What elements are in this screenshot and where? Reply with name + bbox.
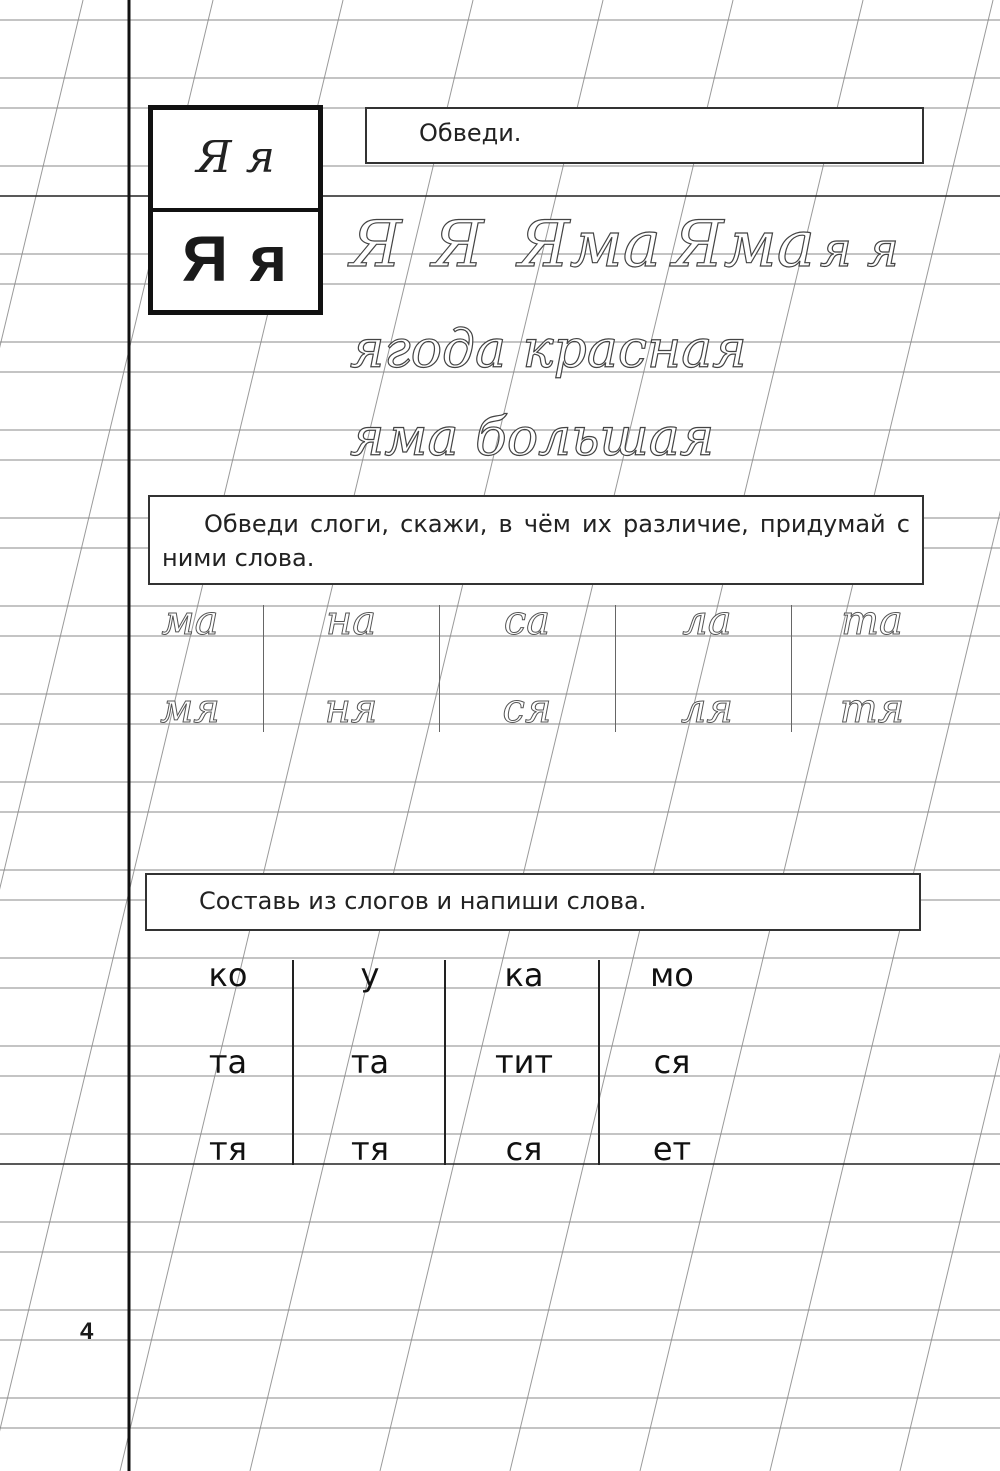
trace-phrase-1: ягода красная [350, 320, 747, 380]
task1-instruction-box [365, 107, 924, 164]
syllable-divider-1 [263, 605, 264, 732]
grid-cell: тя [209, 1130, 247, 1168]
grid-cell: ет [652, 1130, 692, 1168]
syllable-lya: ля [681, 686, 733, 732]
grid-cell: ко [208, 956, 248, 994]
task1-instruction: Обведи. [419, 119, 522, 147]
grid-cell: ся [505, 1130, 543, 1168]
page-number: 4 [80, 1318, 94, 1345]
syllable-mya: мя [160, 686, 220, 732]
grid-cell: ка [504, 956, 544, 994]
task3-instruction: Составь из слогов и напиши слова. [199, 887, 647, 915]
syllable-ta: та [841, 598, 903, 644]
grid-cell: та [208, 1043, 248, 1081]
trace-word-1: Яма [518, 208, 661, 282]
trace-letter-1: Я [350, 208, 402, 282]
task2-instruction-box [148, 495, 924, 585]
grid-divider-1 [292, 960, 294, 1165]
syllable-sya: ся [502, 686, 552, 732]
syllable-na: на [325, 598, 377, 644]
grid-cell: у [360, 956, 380, 994]
trace-word-2: Яма [672, 208, 815, 282]
trace-letter-2: Я [432, 208, 484, 282]
grid-cell: мо [650, 956, 694, 994]
grid-cell: тя [351, 1130, 389, 1168]
task3-instruction-box [145, 873, 921, 931]
syllable-divider-3 [615, 605, 616, 732]
grid-cell: та [350, 1043, 390, 1081]
syllable-la: ла [682, 598, 732, 644]
letter-card-print [153, 212, 318, 310]
syllable-sa: са [503, 598, 551, 644]
syllable-divider-4 [791, 605, 792, 732]
trace-phrase-2: яма большая [350, 408, 715, 468]
grid-cell: ся [653, 1043, 691, 1081]
task2-instruction: Обведи слоги, скажи, в чём их различие, придумай с ними слова. [162, 510, 910, 572]
syllable-tya: тя [839, 686, 905, 732]
trace-letter-small: я я [820, 222, 899, 278]
grid-cell: тит [494, 1043, 554, 1081]
grid-divider-3 [598, 960, 600, 1165]
grid-divider-2 [444, 960, 446, 1165]
print-letter: Я я [181, 223, 290, 295]
syllable-ma: ма [161, 598, 219, 644]
letter-card-cursive [153, 110, 318, 212]
letter-card [148, 105, 323, 315]
syllable-divider-2 [439, 605, 440, 732]
cursive-letter: Я я [196, 132, 275, 183]
syllable-nya: ня [324, 686, 378, 732]
